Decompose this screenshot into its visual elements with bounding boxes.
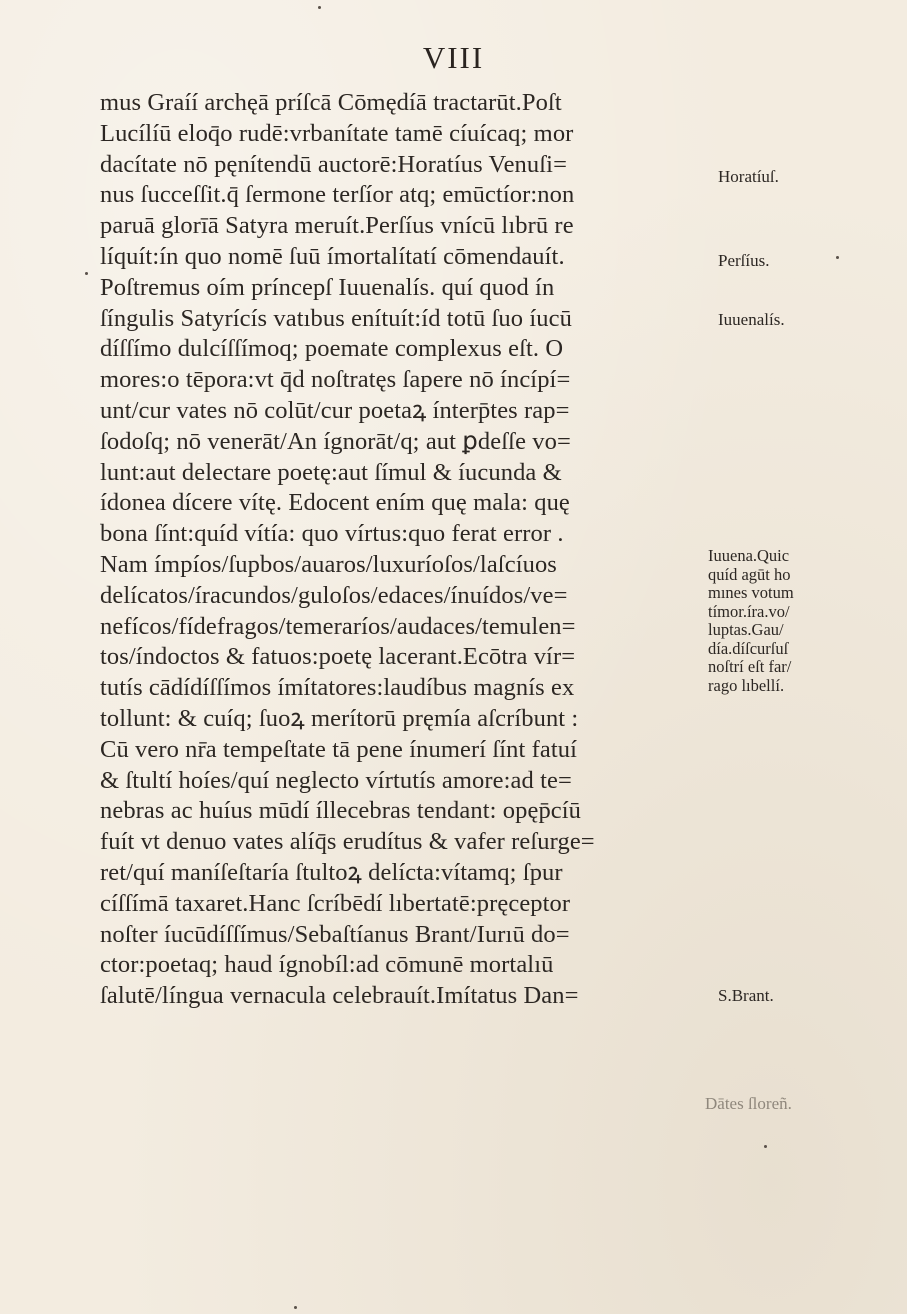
ink-speck [764, 1145, 767, 1148]
margin-note-horatius: Horatíuſ. [718, 167, 779, 186]
text-line: tos/índoctos & fatuos:poetę lacerant.Ecōtra vír= [100, 643, 576, 671]
margin-note-brant: S.Brant. [718, 986, 774, 1005]
text-line: unt/cur vates nō colūt/cur poetaꝝ ínterp̄tes rap= [100, 396, 570, 424]
text-line: Nam ímpíos/ſupbos/auaros/luxuríoſos/laſcíuos [100, 550, 557, 578]
text-line: ctor:poetaq; haud ígnobíl:ad cōmunē mortalıū [100, 951, 554, 979]
gloss-line: día.díſcurſuſ [708, 638, 789, 658]
text-line: fuít vt denuo vates alíq̄s erudítus & vafer reſurge= [100, 828, 595, 856]
text-line: delícatos/íracundos/guloſos/edaces/ínuídos/ve= [100, 581, 568, 609]
text-line: mus Graíí archęā príſcā Cōmędíā tractarūt.Poſt [100, 89, 562, 116]
text-line: nebras ac huíus mūdí íllecebras tendant: opęp̄cíū [100, 797, 582, 825]
text-line: tollunt: & cuíq; ſuoꝝ merítorū pręmía aſcríbunt : [100, 704, 579, 732]
text-line: tutís cādídíſſímos ímítatores:laudíbus magnís ex [100, 674, 575, 702]
text-line: noſter íucūdíſſímus/Sebaſtíanus Brant/Iurıū do= [100, 920, 570, 948]
margin-note-dantes: Dātes ſloreñ. [705, 1094, 792, 1113]
margin-note-iuuenalis: Iuuenalís. [718, 310, 785, 329]
margin-note-persius: Perſíus. [718, 251, 770, 270]
gloss-line: luptas.Gau/ [708, 620, 784, 639]
gloss-line: tímor.íra.vo/ [708, 601, 790, 621]
text-line: díſſímo dulcíſſímoq; poemate complexus eſt. O [100, 335, 564, 363]
text-line: líquít:ín quo nomē ſuū ímortalítatí cōmendauít. [100, 242, 565, 270]
text-line: lunt:aut delectare poetę:aut ſímul & íucunda & [100, 458, 562, 486]
text-line: & ſtultí hoíes/quí neglecto vírtutís amore:ad te= [100, 766, 572, 794]
ink-speck [836, 256, 839, 259]
ink-speck [318, 6, 321, 9]
text-line: paruā glorīā Satyra meruít.Perſíus vnícū lıbrū re [100, 212, 574, 240]
margin-gloss-iuuenal [708, 547, 848, 695]
text-line: ret/quí maníſeſtaría ſtultoꝝ delícta:vítamq; ſpur [100, 858, 563, 886]
folio-number: VIII [422, 40, 485, 75]
text-line: mores:o tēpora:vt q̄d noſtratęs ſapere nō íncípí= [100, 366, 571, 394]
gloss-line: noſtrí eſt far/ [708, 657, 792, 676]
text-line: bona ſínt:quíd vítía: quo vírtus:quo ferat error . [100, 520, 564, 548]
text-line: dacítate nō pęnítendū auctorē:Horatíus Venuſi= [100, 150, 567, 178]
text-line: ſíngulis Satyrícís vatıbus enítuít:íd totū ſuo íucū [100, 304, 572, 332]
text-line: ſodoſq; nō venerāt/An ígnorāt/q; aut ꝑdeſſe vo= [100, 427, 571, 455]
text-line: nefícos/fídefragos/temeraríos/audaces/temulen= [100, 612, 576, 640]
ink-speck [294, 1306, 297, 1309]
text-line: cíſſímā taxaret.Hanc ſcríbēdí lıbertatē:pręceptor [100, 889, 571, 917]
gloss-line: rago lıbellí. [708, 675, 785, 695]
text-line: ſalutē/língua vernacula celebrauít.Imítatus Dan= [100, 982, 579, 1010]
text-line: Lucílíū eloq̄o rudē:vrbanítate tamē cíuícaq; mor [100, 119, 574, 147]
gloss-line: mınes votum [708, 583, 794, 602]
gloss-line: quíd agūt ho [708, 564, 791, 584]
ink-speck [85, 272, 88, 275]
gloss-line: Iuuena.Quic [708, 546, 790, 565]
text-line: Cū vero nr̄a tempeſtate tā pene ínumerí ſínt fatuí [100, 735, 578, 763]
text-line: nus ſucceſſit.q̄ ſermone terſíor atq; emūctíor:non [100, 181, 575, 209]
text-line: Poſtremus oím príncepſ Iuuenalís. quí quod ín [100, 273, 555, 301]
text-line: ídonea dícere vítę. Edocent ením quę mala: quę [100, 489, 570, 517]
main-text-block [100, 88, 710, 1012]
